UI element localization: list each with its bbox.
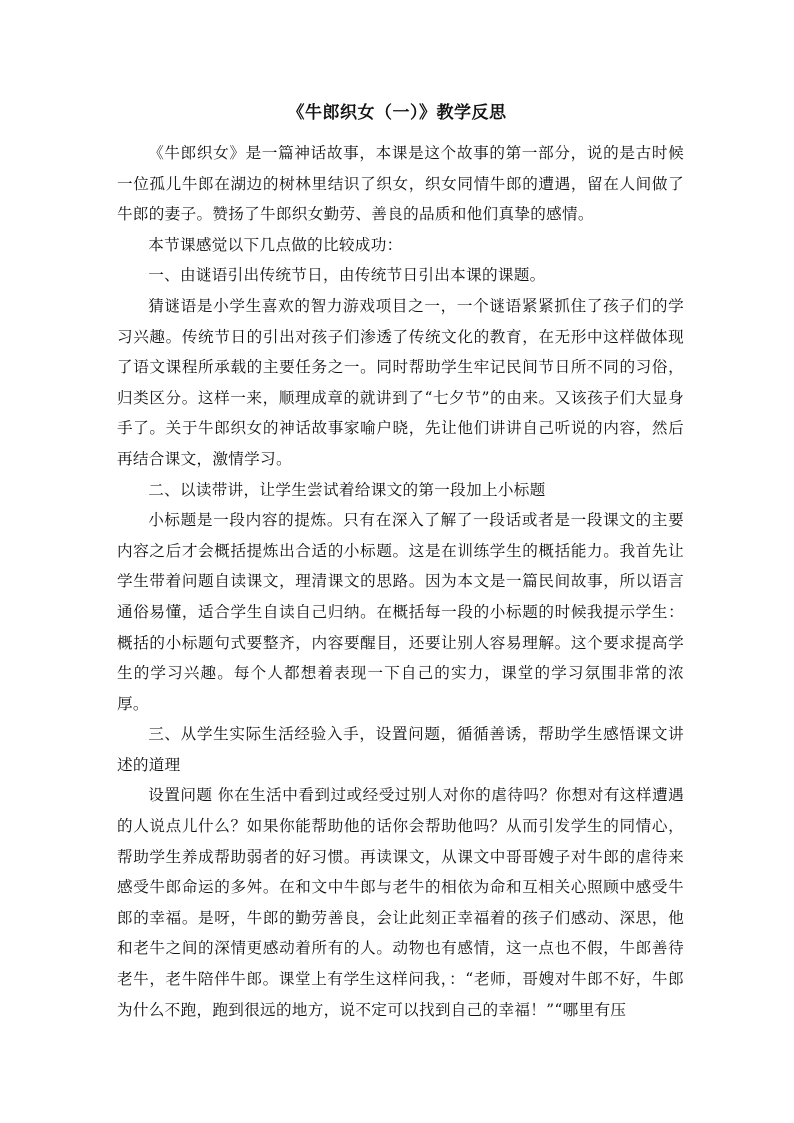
document-body [117, 138, 684, 1025]
section-heading-2: 二、以读带讲，让学生尝试着给课文的第一段加上小标题 [148, 480, 546, 499]
paragraph-summary: 本节课感觉以下几点做的比较成功： [148, 235, 403, 254]
paragraph-section-2: 小标题是一段内容的提炼。只有在深入了解了一段话或者是一段课文的主要内容之后才会概括提炼出合适的小标题。这是在训练学生的概括能力。我首先让学生带着问题自读课文，理清课文的思路。因为本文是一篇民间故事，所以语言通俗易懂，适合学生自读自己归纳。在概括每一段的小标题的时候我提示学生：概括的小标题句式要整齐，内容要醒目，还要让别人容易理解。这个要求提高学生的学习兴趣。每个人都想着表现一下自己的实力，课堂的学习氛围非常的浓厚。 [117, 511, 684, 713]
section-heading-3: 三、从学生实际生活经验入手，设置问题，循循善诱，帮助学生感悟课文讲述的道理 [117, 725, 684, 774]
paragraph-intro: 《牛郎织女》是一篇神话故事，本课是这个故事的第一部分，说的是古时候一位孤儿牛郎在湖边的树林里结识了织女，织女同情牛郎的遭遇，留在人间做了牛郎的妻子。赞扬了牛郎织女勤劳、善良的品质和他们真挚的感情。 [117, 144, 684, 224]
paragraph-section-3: 设置问题 你在生活中看到过或经受过别人对你的虐待吗？你想对有这样遭遇的人说点儿什么？如果你能帮助他的话你会帮助他吗？从而引发学生的同情心，帮助学生养成帮助弱者的好习惯。再读课文，从课文中哥哥嫂子对牛郎的虐待来感受牛郎命运的多舛。在和文中牛郎与老牛的相依为命和互相关心照顾中感受牛郎的幸福。是呀，牛郎的勤劳善良，会让此刻正幸福着的孩子们感动、深思，他和老牛之间的深情更感动着所有的人。动物也有感情，这一点也不假，牛郎善待老牛，老牛陪伴牛郎。课堂上有学生这样问我，：“老师，哥嫂对牛郎不好，牛郎为什么不跑，跑到很远的地方，说不定可以找到自己的幸福！”“哪里有压 [117, 786, 684, 1019]
document-title: 《牛郎织女（一）》教学反思 [287, 103, 507, 123]
section-heading-1: 一、由谜语引出传统节日，由传统节日引出本课的课题。 [148, 266, 546, 285]
paragraph-section-1: 猜谜语是小学生喜欢的智力游戏项目之一，一个谜语紧紧抓住了孩子们的学习兴趣。传统节日的引出对孩子们渗透了传统文化的教育，在无形中这样做体现了语文课程所承载的主要任务之一。同时帮助学生牢记民间节日所不同的习俗，归类区分。这样一来，顺理成章的就讲到了“七夕节”的由来。又该孩子们大显身手了。关于牛郎织女的神话故事家喻户晓，先让他们讲讲自己听说的内容，然后再结合课文，激情学习。 [117, 296, 684, 468]
